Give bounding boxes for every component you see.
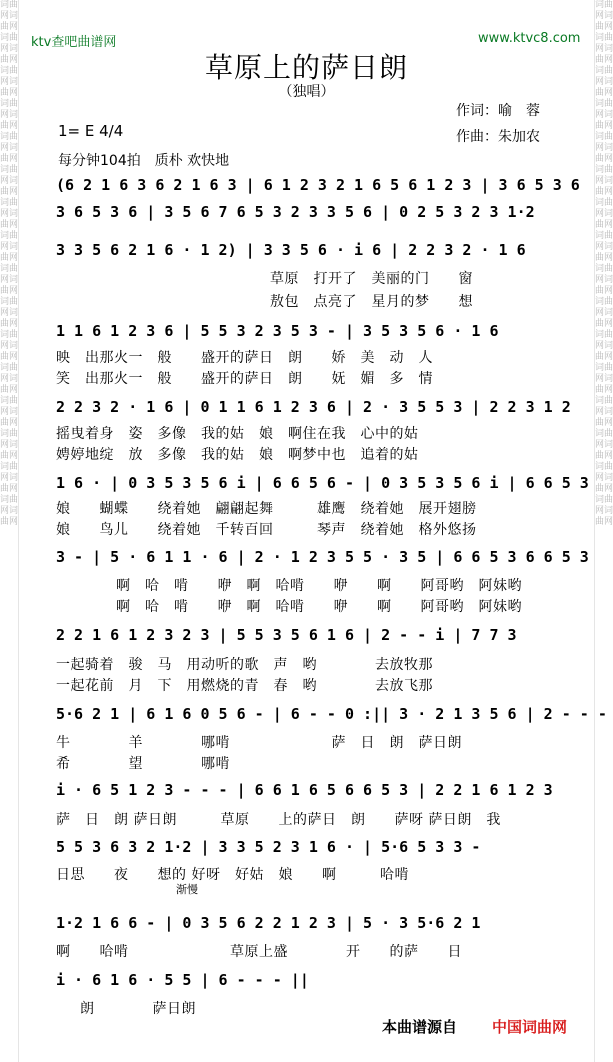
lyric-line: 草原 打开了 美丽的门 窗 [270, 271, 473, 287]
left-watermark-border: 词曲网词曲网词曲网词曲网词曲网词曲网词曲网词曲网词曲网词曲网词曲网词曲网词曲网词曲网词曲网词曲网词曲网词曲网词曲网词曲网词曲网词曲网词曲网词曲网词曲网词曲网词曲网词曲网词曲网词曲网词曲网词曲网 [0, 0, 19, 1062]
site-url-right: www.ktvc8.com [478, 31, 581, 46]
lyric-line: 希 望 哪啃 [56, 756, 230, 772]
lyric-line: 啊 哈啃 草原上盛 开 的萨 日 [56, 944, 462, 960]
lyric-line: 萨 日 朗 萨日朗 草原 上的萨日 朗 萨呀 萨日朗 我 [56, 812, 501, 828]
composer-credit: 作曲：朱加农 [456, 129, 540, 145]
lyric-line: 摇曳着身 姿 多像 我的姑 娘 啊住在我 心中的姑 [56, 426, 419, 442]
notation-row: 2 2 3 2 · 1 6 | 0 1 1 6 1 2 3 6 | 2 · 3 5 5 3 | 2 2 3 1 2 [56, 398, 571, 416]
lyric-line: 笑 出那火一 般 盛开的萨日 朗 妩 媚 多 情 [56, 371, 433, 387]
notation-row: (6 2 1 6 3 6 2 1 6 3 | 6 1 2 3 2 1 6 5 6 1 2 3 | 3 6 5 3 6 [56, 176, 580, 194]
lyric-line: 啊 哈 啃 咿 啊 哈啃 咿 啊 阿哥哟 阿妹哟 [116, 578, 522, 594]
lyric-line: 娘 蝴蝶 绕着她 翩翩起舞 雄鹰 绕着她 展开翅膀 [56, 501, 477, 517]
lyric-line: 日思 夜 想的 好呀 好姑 娘 啊 哈啃 [56, 867, 409, 883]
key-signature: 1= E 4/4 [58, 122, 124, 140]
lyric-line: 一起骑着 骏 马 用动听的歌 声 哟 去放牧那 [56, 657, 433, 673]
tempo-marking: 每分钟104拍 质朴 欢快地 [58, 153, 230, 169]
notation-row: 5 5 3 6 3 2 1·2 | 3 3 5 2 3 1 6 · | 5·6 5 3 3 - [56, 838, 481, 856]
notation-row: 1 1 6 1 2 3 6 | 5 5 3 2 3 5 3 - | 3 5 3 5 6 · 1 6 [56, 322, 499, 340]
song-title: 草原上的萨日朗 [204, 51, 408, 84]
notation-row: 2 2 1 6 1 2 3 2 3 | 5 5 3 5 6 1 6 | 2 - - i | 7 7 3 [56, 626, 517, 644]
footer-source-label: 本曲谱源自 [382, 1018, 458, 1036]
lyric-line: 娘 鸟儿 绕着她 千转百回 琴声 绕着她 格外悠扬 [56, 522, 477, 538]
lyric-line: 牛 羊 哪啃 萨 日 朗 萨日朗 [56, 735, 462, 751]
notation-row: 3 3 5 6 2 1 6 · 1 2) | 3 3 5 6 · i 6 | 2 2 3 2 · 1 6 [56, 241, 526, 259]
ritardando-hint: 渐慢 [176, 883, 198, 896]
notation-row: 1·2 1 6 6 - | 0 3 5 6 2 2 1 2 3 | 5 · 3 5·6 2 1 [56, 914, 481, 932]
lyric-line: 啊 哈 啃 咿 啊 哈啃 咿 啊 阿哥哟 阿妹哟 [116, 599, 522, 615]
lyricist-credit: 作词：喻 蓉 [456, 103, 540, 119]
song-subtitle: （独唱） [278, 84, 335, 100]
footer-site-link[interactable]: 中国词曲网 [492, 1018, 568, 1036]
right-watermark-border: 词曲网词曲网词曲网词曲网词曲网词曲网词曲网词曲网词曲网词曲网词曲网词曲网词曲网词曲网词曲网词曲网词曲网词曲网词曲网词曲网词曲网词曲网词曲网词曲网词曲网词曲网词曲网词曲网词曲网词曲网词曲网词曲网 [594, 0, 613, 1062]
lyric-line: 朗 萨日朗 [80, 1001, 196, 1017]
notation-row: 5·6 2 1 | 6 1 6 0 5 6 - | 6 - - 0 :|| 3 · 2 1 3 5 6 | 2 - - - [56, 705, 607, 723]
notation-row: 3 - | 5 · 6 1 1 · 6 | 2 · 1 2 3 5 5 · 3 5 | 6 6 5 3 6 6 5 3 [56, 548, 589, 566]
lyric-line: 映 出那火一 般 盛开的萨日 朗 娇 美 动 人 [56, 350, 433, 366]
notation-row: 3 6 5 3 6 | 3 5 6 7 6 5 3 2 3 3 5 6 | 0 2 5 3 2 3 1·2 [56, 203, 535, 221]
lyric-line: 一起花前 月 下 用燃烧的青 春 哟 去放飞那 [56, 678, 433, 694]
notation-row: i · 6 1 6 · 5 5 | 6 - - - || [56, 971, 309, 989]
lyric-line: 娉婷地绽 放 多像 我的姑 娘 啊梦中也 追着的姑 [56, 447, 419, 463]
site-name-left: ktv查吧曲谱网 [31, 35, 117, 50]
notation-row: i · 6 5 1 2 3 - - - | 6 6 1 6 5 6 6 5 3 | 2 2 1 6 1 2 3 [56, 781, 553, 799]
lyric-line: 敖包 点亮了 星月的梦 想 [270, 294, 473, 310]
notation-row: 1 6 · | 0 3 5 3 5 6 i | 6 6 5 6 - | 0 3 5 3 5 6 i | 6 6 5 3 [56, 474, 589, 492]
